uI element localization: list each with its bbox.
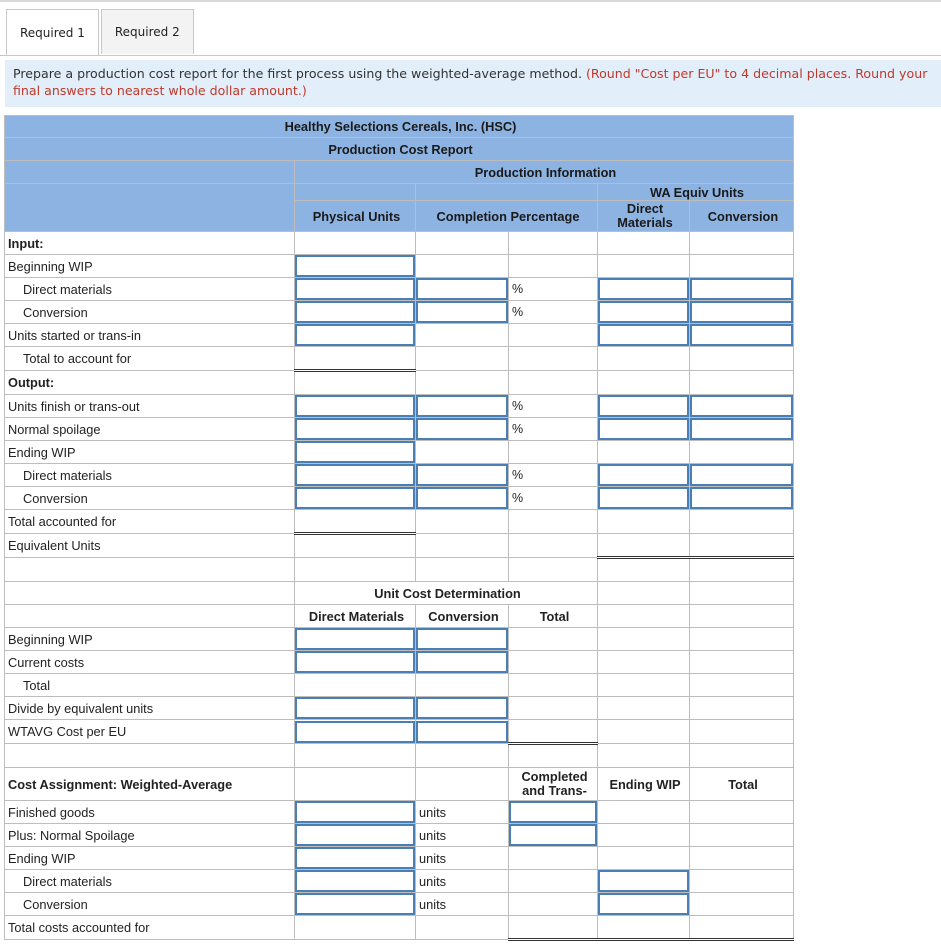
instruction-box: [5, 60, 941, 107]
uc-beginning-wip-label: Beginning WIP: [5, 628, 295, 651]
units-started-physical-input[interactable]: [295, 324, 415, 346]
total-accounted-label: Total accounted for: [5, 510, 295, 534]
ca-spoil-units-input[interactable]: [295, 824, 415, 846]
ca-ending-wip-label: Ending WIP: [5, 847, 295, 870]
beg-dm-completion-input[interactable]: [416, 278, 508, 300]
ca-fg-completed-input[interactable]: [509, 801, 597, 823]
wtavg-cost-label: WTAVG Cost per EU: [5, 720, 295, 744]
units-label: units: [416, 847, 509, 870]
company-name: Healthy Selections Cereals, Inc. (HSC): [5, 116, 794, 138]
beg-conv-physical-input[interactable]: [295, 301, 415, 323]
ca-fg-units-input[interactable]: [295, 801, 415, 823]
spoilage-eu-dm-input[interactable]: [598, 418, 689, 440]
beg-dm-physical-input[interactable]: [295, 278, 415, 300]
ca-total-ending-wip: [598, 916, 690, 940]
beg-dm-eu-conv-input[interactable]: [690, 278, 793, 300]
divide-eu-label: Divide by equivalent units: [5, 697, 295, 720]
completion-percentage-header: Completion Percentage: [416, 201, 598, 232]
production-cost-report: [4, 115, 794, 941]
conversion-header: Conversion: [690, 201, 794, 232]
uc-conv-header: Conversion: [416, 605, 509, 628]
instruction-hint: (Round "Cost per EU" to 4 decimal places. Round your final answers to nearest whole dollar amount.): [13, 66, 928, 98]
percent-sign: %: [509, 464, 598, 487]
total-costs-accounted-label: Total costs accounted for: [5, 916, 295, 940]
ca-dm-ending-wip-input[interactable]: [598, 870, 689, 892]
eu-conv-total: [690, 534, 794, 558]
units-finished-label: Units finish or trans-out: [5, 395, 295, 418]
total-to-account-label: Total to account for: [5, 347, 295, 371]
percent-sign: %: [509, 418, 598, 441]
output-label: Output:: [5, 371, 295, 395]
uc-divide-dm-input[interactable]: [295, 697, 415, 719]
end-dm-completion-input[interactable]: [416, 464, 508, 486]
ending-wip-label: Ending WIP: [5, 441, 295, 464]
uc-total-label: Total: [5, 674, 295, 697]
current-costs-label: Current costs: [5, 651, 295, 674]
spoilage-completion-input[interactable]: [416, 418, 508, 440]
physical-units-header: Physical Units: [295, 201, 416, 232]
uc-beg-conv-input[interactable]: [416, 628, 508, 650]
tab-divider: [0, 55, 941, 56]
beg-conv-eu-dm-input[interactable]: [598, 301, 689, 323]
end-dm-eu-dm-input[interactable]: [598, 464, 689, 486]
instruction-text: Prepare a production cost report for the first process using the weighted-average method.: [13, 66, 582, 81]
equivalent-units-label: Equivalent Units: [5, 534, 295, 558]
wa-equiv-units-header: WA Equiv Units: [598, 184, 794, 201]
end-conv-eu-conv-input[interactable]: [690, 487, 793, 509]
finished-eu-dm-input[interactable]: [598, 395, 689, 417]
end-wip-physical-input[interactable]: [295, 441, 415, 463]
ca-conv-label: Conversion: [5, 893, 295, 916]
beg-conv-label: Conversion: [5, 301, 295, 324]
finished-completion-input[interactable]: [416, 395, 508, 417]
percent-sign: %: [509, 487, 598, 510]
uc-dm-header: Direct Materials: [295, 605, 416, 628]
production-info-header: Production Information: [295, 161, 794, 184]
units-label: units: [416, 870, 509, 893]
end-dm-label: Direct materials: [5, 464, 295, 487]
uc-divide-conv-input[interactable]: [416, 697, 508, 719]
beg-dm-label: Direct materials: [5, 278, 295, 301]
uc-cost-conv-input[interactable]: [416, 721, 508, 743]
end-conv-label: Conversion: [5, 487, 295, 510]
units-label: units: [416, 893, 509, 916]
spoilage-eu-conv-input[interactable]: [690, 418, 793, 440]
uc-cost-total: [509, 720, 598, 744]
units-label: units: [416, 824, 509, 847]
unit-cost-title: Unit Cost Determination: [295, 582, 598, 605]
ca-end-units-input[interactable]: [295, 847, 415, 869]
top-border: [0, 0, 941, 2]
end-conv-physical-input[interactable]: [295, 487, 415, 509]
spoilage-physical-input[interactable]: [295, 418, 415, 440]
uc-total-header: Total: [509, 605, 598, 628]
tab-required-1[interactable]: Required 1: [6, 9, 99, 56]
beg-wip-physical-input[interactable]: [295, 255, 415, 277]
uc-cost-dm-input[interactable]: [295, 721, 415, 743]
plus-normal-spoilage-label: Plus: Normal Spoilage: [5, 824, 295, 847]
completed-header: Completed and Trans-: [509, 768, 598, 801]
end-dm-physical-input[interactable]: [295, 464, 415, 486]
input-label: Input:: [5, 232, 295, 255]
ca-dm-units-input[interactable]: [295, 870, 415, 892]
beg-conv-eu-conv-input[interactable]: [690, 301, 793, 323]
total-to-account-value: [295, 347, 416, 371]
ca-total-header: Total: [690, 768, 794, 801]
units-started-eu-conv-input[interactable]: [690, 324, 793, 346]
ca-conv-ending-wip-input[interactable]: [598, 893, 689, 915]
beginning-wip-label: Beginning WIP: [5, 255, 295, 278]
beg-conv-completion-input[interactable]: [416, 301, 508, 323]
ca-ending-wip-header: Ending WIP: [598, 768, 690, 801]
ca-conv-units-input[interactable]: [295, 893, 415, 915]
finished-eu-conv-input[interactable]: [690, 395, 793, 417]
end-conv-eu-dm-input[interactable]: [598, 487, 689, 509]
tab-bar: [6, 9, 196, 56]
ca-grand-total: [690, 916, 794, 940]
tab-required-2[interactable]: Required 2: [101, 9, 194, 54]
ca-spoil-completed-input[interactable]: [509, 824, 597, 846]
normal-spoilage-label: Normal spoilage: [5, 418, 295, 441]
total-accounted-value: [295, 510, 416, 534]
percent-sign: %: [509, 395, 598, 418]
direct-materials-header: Direct Materials: [598, 201, 690, 232]
uc-current-dm-input[interactable]: [295, 651, 415, 673]
beg-dm-eu-dm-input[interactable]: [598, 278, 689, 300]
eu-dm-total: [598, 534, 690, 558]
finished-goods-label: Finished goods: [5, 801, 295, 824]
percent-sign: %: [509, 301, 598, 324]
cost-assign-title: Cost Assignment: Weighted-Average: [5, 768, 295, 801]
percent-sign: %: [509, 278, 598, 301]
ca-total-completed: [509, 916, 598, 940]
units-started-label: Units started or trans-in: [5, 324, 295, 347]
report-title: Production Cost Report: [5, 138, 794, 161]
uc-current-conv-input[interactable]: [416, 651, 508, 673]
end-conv-completion-input[interactable]: [416, 487, 508, 509]
end-dm-eu-conv-input[interactable]: [690, 464, 793, 486]
units-label: units: [416, 801, 509, 824]
ca-dm-label: Direct materials: [5, 870, 295, 893]
uc-beg-dm-input[interactable]: [295, 628, 415, 650]
units-started-eu-dm-input[interactable]: [598, 324, 689, 346]
finished-physical-input[interactable]: [295, 395, 415, 417]
